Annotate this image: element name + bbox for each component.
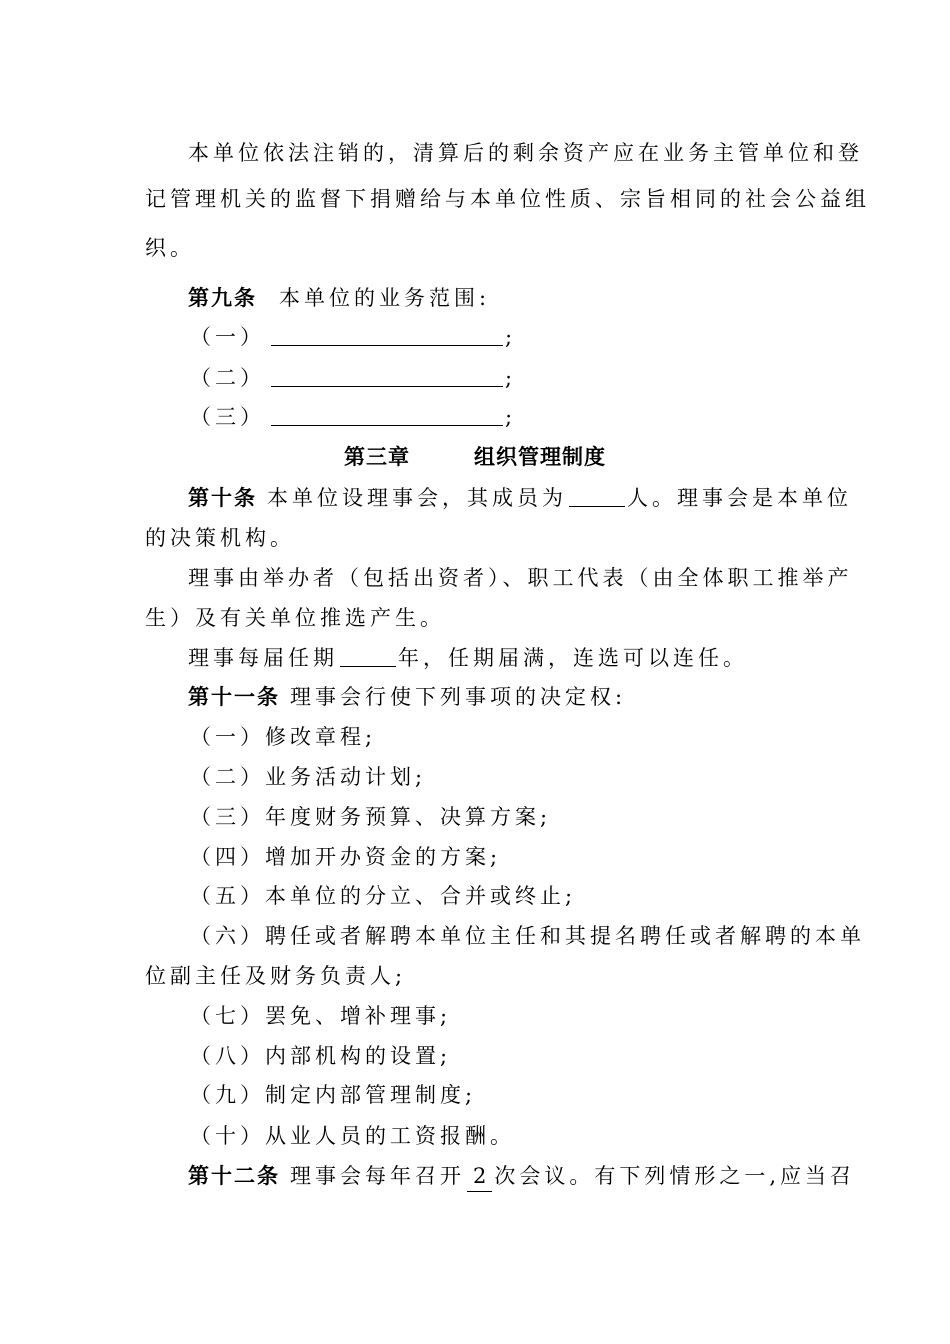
list-item: （十）从业人员的工资报酬。 <box>190 1124 515 1148</box>
article-12: 第十二条 理事会每年召开 2 次会议。有下列情形之一,应当召 <box>188 1161 855 1192</box>
scope-blank <box>271 403 503 426</box>
article-label: 第十一条 <box>188 685 280 709</box>
article-text: 本单位的业务范围: <box>279 286 491 310</box>
term-line: 理事每届任期 年，任期届满，连选可以连任。 <box>188 646 748 670</box>
list-item: （二）业务活动计划; <box>190 765 427 789</box>
paragraph-line: 理事由举办者（包括出资者）、职工代表（由全体职工推举产 <box>188 566 853 590</box>
paragraph-line: 的决策机构。 <box>145 526 295 550</box>
scope-blank <box>271 323 503 346</box>
item-number: （一） <box>190 325 265 349</box>
term-years-blank <box>340 644 396 667</box>
list-item: （八）内部机构的设置; <box>190 1044 452 1068</box>
chapter-heading <box>0 442 950 472</box>
scope-item-1: （一） ; <box>190 325 517 349</box>
scope-item-2: （二） ; <box>190 366 517 390</box>
list-item: （六）聘任或者解聘本单位主任和其提名聘任或者解聘的本单 <box>190 924 865 948</box>
article-10: 第十条 本单位设理事会，其成员为 人。理事会是本单位 <box>188 486 852 510</box>
paragraph-line: 生）及有关单位推选产生。 <box>145 606 445 630</box>
list-item: （七）罢免、增补理事; <box>190 1004 452 1028</box>
article-9 <box>188 283 490 313</box>
list-item: （一）修改章程; <box>190 725 377 749</box>
list-item: （五）本单位的分立、合并或终止; <box>190 884 577 908</box>
member-count-blank <box>569 484 625 507</box>
article-label: 第十条 <box>188 486 257 510</box>
chapter-title: 组织管理制度 <box>474 445 606 469</box>
item-number: （二） <box>190 366 265 390</box>
paragraph-line: 本单位依法注销的，清算后的剩余资产应在业务主管单位和登 <box>188 141 863 165</box>
list-item-continued: 位副主任及财务负责人; <box>145 964 407 988</box>
scope-item-3: （三） ; <box>190 405 517 429</box>
item-number: （三） <box>190 405 265 429</box>
chapter-number: 第三章 <box>344 445 410 469</box>
list-item: （三）年度财务预算、决算方案; <box>190 805 552 829</box>
meeting-count: 2 <box>467 1161 492 1192</box>
paragraph-line: 记管理机关的监督下捐赠给与本单位性质、宗旨相同的社会公益组 <box>145 187 870 211</box>
scope-blank <box>271 364 503 387</box>
list-item: （九）制定内部管理制度; <box>190 1083 477 1107</box>
paragraph-line: 织。 <box>145 236 195 260</box>
article-11: 第十一条 理事会行使下列事项的决定权: <box>188 685 627 709</box>
article-label: 第十二条 <box>188 1164 280 1188</box>
list-item: （四）增加开办资金的方案; <box>190 845 502 869</box>
article-label: 第九条 <box>188 286 257 310</box>
